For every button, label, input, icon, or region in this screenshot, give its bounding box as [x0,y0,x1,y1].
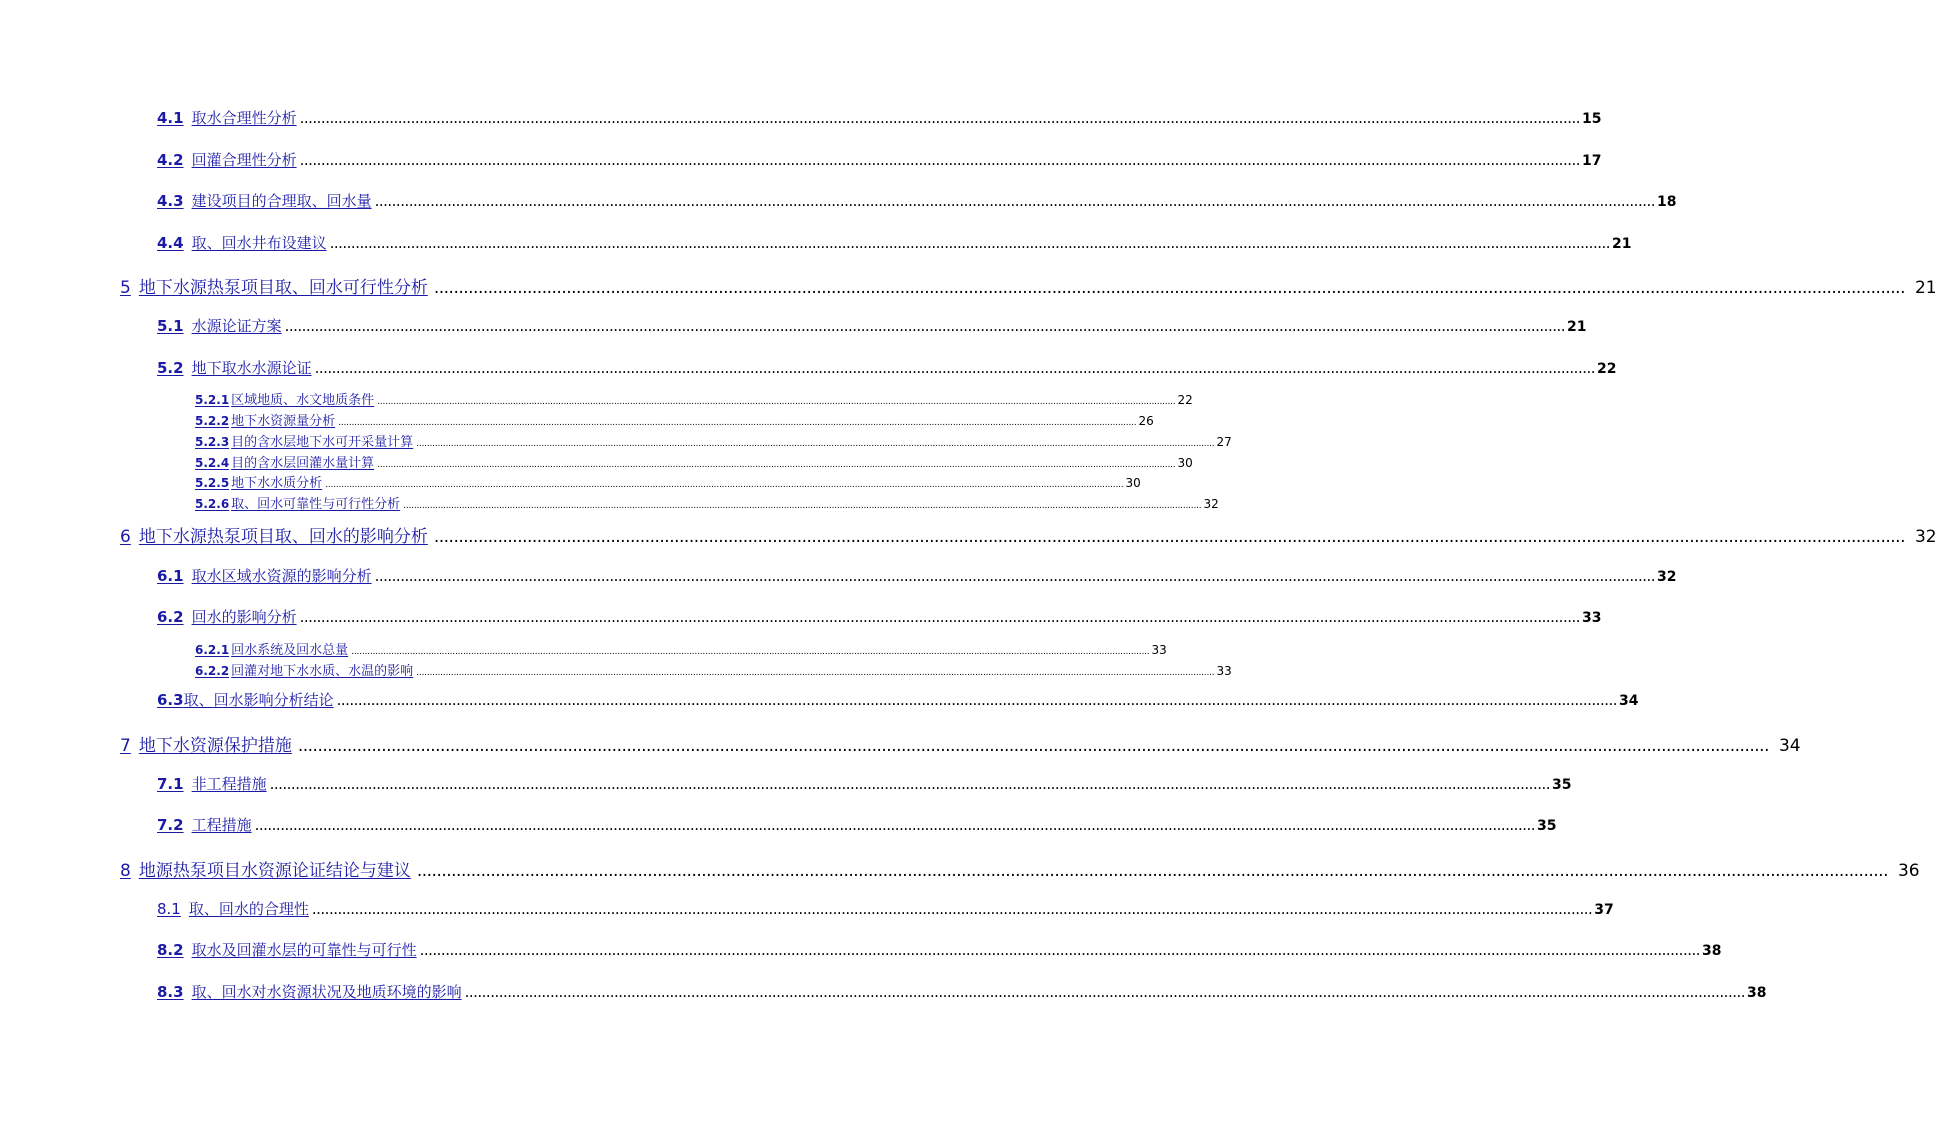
toc-number: 4.4 [157,234,184,252]
toc-title: 回灌合理性分析 [191,151,297,169]
toc-page-number: 27 [1216,435,1232,449]
toc-page-number: 38 [1702,943,1722,959]
toc-link[interactable] [157,814,252,835]
toc-entry-8-2[interactable] [157,939,1722,960]
dot-leader: ............................................................................................................................................................................................................................................................................................................ [374,567,1656,585]
toc-page-number: 32 [1203,497,1219,511]
toc-page-number: 21 [1567,319,1587,335]
dot-leader: ............................................................................................................................................................................................................................................................................................................ [403,501,1202,511]
dot-leader: ............................................................................................................................................................................................................................................................................................................ [419,941,1701,959]
toc-entry-6-2-1[interactable] [195,639,1167,658]
toc-entry-5-2-1[interactable] [195,389,1193,408]
dot-leader: ............................................................................................................................................................................................................................................................................................................ [416,668,1215,678]
toc-title: 工程措施 [191,816,252,834]
toc-entry-8[interactable] [120,856,1920,881]
toc-entry-8-3[interactable] [157,981,1767,1002]
toc-entry-5-1[interactable] [157,315,1587,336]
toc-number: 8.2 [157,941,184,959]
toc-link[interactable] [120,856,411,881]
toc-entry-7-1[interactable] [157,773,1572,794]
toc-number: 5.2.3 [195,435,230,449]
toc-link[interactable] [195,389,374,408]
toc-title: 地下水源热泵项目取、回水可行性分析 [138,278,428,298]
toc-link[interactable] [195,493,400,512]
dot-leader: ............................................................................................................................................................................................................................................................................................................ [269,775,1551,793]
toc-page-number: 33 [1151,643,1167,657]
toc-number: 4.3 [157,192,184,210]
toc-page-number: 21 [1612,236,1632,252]
toc-number: 8.3 [157,983,184,1001]
toc-number: 7 [120,736,131,756]
toc-link[interactable] [120,731,292,756]
dot-leader: ............................................................................................................................................................................................................................................................................................................ [416,439,1215,449]
toc-link[interactable] [157,357,312,378]
toc-page-number: 38 [1747,985,1767,1001]
toc-link[interactable] [157,190,372,211]
toc-number: 6.2.2 [195,664,230,678]
toc-entry-6-3[interactable] [157,689,1639,710]
toc-entry-5-2-5[interactable] [195,472,1141,491]
toc-number: 5.2.1 [195,393,230,407]
toc-link[interactable] [157,898,309,919]
dot-leader: ............................................................................................................................................................................................................................................................................................................ [377,460,1176,470]
toc-title: 回水的影响分析 [191,608,297,626]
toc-page-number: 15 [1582,111,1602,127]
toc-number: 5.1 [157,317,184,335]
toc-page-number: 33 [1216,664,1232,678]
toc-title: 区域地质、水文地质条件 [231,393,375,408]
toc-link[interactable] [195,639,348,658]
dot-leader: ............................................................................................................................................................................................................................................................................................................ [374,192,1656,210]
dot-leader: ............................................................................................................................................................................................................................................................................................................ [329,234,1611,252]
toc-number: 6.3 [157,691,184,709]
toc-entry-4-3[interactable] [157,190,1677,211]
toc-link[interactable] [157,773,267,794]
toc-page-number: 30 [1177,456,1193,470]
toc-page-number: 18 [1657,194,1677,210]
dot-leader: ............................................................................................................................................................................................................................................................................................................ [299,608,1581,626]
toc-link[interactable] [157,232,327,253]
toc-link[interactable] [195,431,413,450]
toc-entry-7[interactable] [120,731,1801,756]
toc-entry-4-4[interactable] [157,232,1632,253]
dot-leader: ............................................................................................................................................................................................................................................................................................................ [284,317,1566,335]
toc-link[interactable] [157,149,297,170]
dot-leader: ............................................................................................................................................................................................................................................................................................................ [297,736,1769,756]
dot-leader: ............................................................................................................................................................................................................................................................................................................ [336,691,1618,709]
toc-entry-6-2-2[interactable] [195,660,1232,679]
toc-number: 6 [120,527,131,547]
dot-leader: ............................................................................................................................................................................................................................................................................................................ [314,359,1596,377]
toc-number: 7.2 [157,816,184,834]
toc-link[interactable] [195,410,335,429]
toc-title: 取水合理性分析 [191,109,297,127]
dot-leader: ............................................................................................................................................................................................................................................................................................................ [299,109,1581,127]
toc-page-number: 32 [1657,569,1677,585]
toc-title: 地下水水质分析 [231,476,323,491]
toc-page-number: 22 [1597,361,1617,377]
toc-title: 地下取水水源论证 [191,359,312,377]
toc-title: 取、回水影响分析结论 [183,691,334,709]
toc-entry-7-2[interactable] [157,814,1557,835]
toc-number: 6.1 [157,567,184,585]
toc-entry-4-1[interactable] [157,107,1602,128]
toc-number: 4.2 [157,151,184,169]
toc-link[interactable] [157,565,372,586]
toc-number: 6.2.1 [195,643,230,657]
toc-page-number: 33 [1582,610,1602,626]
toc-title: 取、回水的合理性 [188,900,309,918]
toc-title: 目的含水层地下水可开采量计算 [231,435,414,450]
toc-entry-5-2-6[interactable] [195,493,1219,512]
dot-leader: ............................................................................................................................................................................................................................................................................................................ [433,527,1905,547]
dot-leader: ............................................................................................................................................................................................................................................................................................................ [416,861,1888,881]
toc-number: 5 [120,278,131,298]
toc-entry-5-2-3[interactable] [195,431,1232,450]
toc-link[interactable] [195,660,413,679]
toc-title: 地下水资源保护措施 [138,736,292,756]
toc-link[interactable] [157,315,282,336]
toc-link[interactable] [120,273,428,298]
toc-number: 8.1 [157,900,181,918]
toc-page-number: 37 [1594,902,1614,918]
toc-number: 4.1 [157,109,184,127]
toc-title: 水源论证方案 [191,317,282,335]
dot-leader: ............................................................................................................................................................................................................................................................................................................ [299,151,1581,169]
toc-title: 目的含水层回灌水量计算 [231,456,375,471]
toc-title: 取、回水可靠性与可行性分析 [231,497,401,512]
toc-number: 8 [120,861,131,881]
toc-entry-5[interactable] [120,273,1937,298]
toc-entry-6-2[interactable] [157,606,1602,627]
toc-number: 7.1 [157,775,184,793]
toc-page-number: 32 [1914,527,1937,547]
toc-page-number: 34 [1619,693,1639,709]
toc-title: 建设项目的合理取、回水量 [191,192,372,210]
toc-page-number: 26 [1138,414,1154,428]
dot-leader: ............................................................................................................................................................................................................................................................................................................ [311,900,1593,918]
toc-title: 取、回水井布设建议 [191,234,327,252]
toc-title: 取水及回灌水层的可靠性与可行性 [191,941,417,959]
toc-page-number: 35 [1552,777,1572,793]
dot-leader: ............................................................................................................................................................................................................................................................................................................ [464,983,1746,1001]
toc-link[interactable] [195,472,322,491]
toc-page-number: 34 [1778,736,1801,756]
dot-leader: ............................................................................................................................................................................................................................................................................................................ [377,397,1176,407]
toc-number: 5.2.5 [195,476,230,490]
toc-title: 地下水资源量分析 [231,414,336,429]
toc-title: 地源热泵项目水资源论证结论与建议 [138,861,411,881]
toc-entry-6-1[interactable] [157,565,1677,586]
toc-page-number: 21 [1914,278,1937,298]
toc-title: 地下水源热泵项目取、回水的影响分析 [138,527,428,547]
toc-number: 5.2.2 [195,414,230,428]
dot-leader: ............................................................................................................................................................................................................................................................................................................ [433,278,1905,298]
toc-link[interactable] [120,522,428,547]
toc-entry-4-2[interactable] [157,149,1602,170]
toc-entry-5-2[interactable] [157,357,1617,378]
toc-page-number: 35 [1537,818,1557,834]
toc-entry-5-2-2[interactable] [195,410,1154,429]
toc-link[interactable] [157,981,462,1002]
toc-page-number: 30 [1125,476,1141,490]
toc-title: 回灌对地下水水质、水温的影响 [231,664,414,679]
toc-link[interactable] [157,107,297,128]
dot-leader: ............................................................................................................................................................................................................................................................................................................ [325,480,1124,490]
toc-link[interactable] [195,452,374,471]
toc-number: 5.2 [157,359,184,377]
toc-number: 6.2 [157,608,184,626]
toc-title: 非工程措施 [191,775,267,793]
toc-number: 5.2.6 [195,497,230,511]
toc-link[interactable] [157,939,417,960]
dot-leader: ............................................................................................................................................................................................................................................................................................................ [254,816,1536,834]
toc-title: 取水区域水资源的影响分析 [191,567,372,585]
dot-leader: ............................................................................................................................................................................................................................................................................................................ [338,418,1137,428]
toc-title: 取、回水对水资源状况及地质环境的影响 [191,983,462,1001]
dot-leader: ............................................................................................................................................................................................................................................................................................................ [351,647,1150,657]
toc-entry-6[interactable] [120,522,1937,547]
toc-entry-5-2-4[interactable] [195,452,1193,471]
toc-number: 5.2.4 [195,456,230,470]
toc-page-number: 17 [1582,153,1602,169]
toc-page-number: 22 [1177,393,1193,407]
toc-title: 回水系统及回水总量 [231,643,349,658]
toc-link[interactable] [157,606,297,627]
toc-page-number: 36 [1897,861,1920,881]
toc-link[interactable] [157,689,334,710]
toc-entry-8-1[interactable] [157,898,1614,919]
